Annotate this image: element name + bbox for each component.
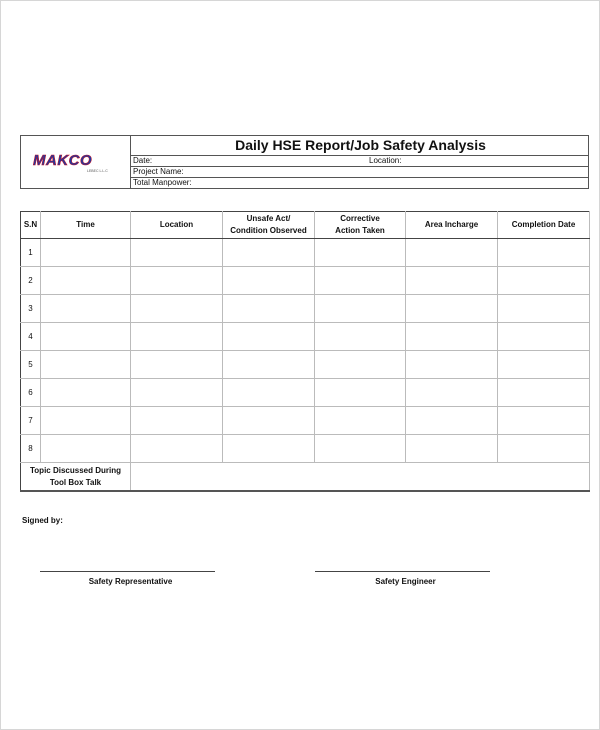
table-cell[interactable] bbox=[223, 239, 315, 267]
col-unsafe-act: Unsafe Act/ Condition Observed bbox=[223, 212, 315, 239]
signature-line-left[interactable] bbox=[40, 571, 215, 572]
table-cell[interactable] bbox=[498, 407, 590, 435]
table-cell[interactable] bbox=[223, 323, 315, 351]
report-title: Daily HSE Report/Job Safety Analysis bbox=[131, 136, 588, 156]
table-cell[interactable] bbox=[223, 435, 315, 463]
table-row bbox=[21, 323, 590, 351]
table-cell[interactable] bbox=[131, 435, 223, 463]
table-cell[interactable] bbox=[131, 239, 223, 267]
col-location: Location bbox=[131, 212, 223, 239]
table-row bbox=[21, 379, 590, 407]
table-cell[interactable] bbox=[315, 407, 406, 435]
table-cell[interactable] bbox=[406, 239, 498, 267]
signed-by-label: Signed by: bbox=[22, 516, 63, 525]
table-cell[interactable] bbox=[315, 435, 406, 463]
table-cell[interactable] bbox=[498, 435, 590, 463]
table-cell[interactable] bbox=[315, 379, 406, 407]
safety-representative-label: Safety Representative bbox=[88, 577, 173, 586]
table-cell[interactable] bbox=[498, 323, 590, 351]
project-row bbox=[131, 167, 588, 178]
project-label: Project Name: bbox=[133, 167, 184, 176]
svg-text:MAKCO: MAKCO bbox=[33, 152, 93, 169]
table-cell[interactable] bbox=[406, 267, 498, 295]
report-header bbox=[20, 135, 589, 189]
row-number: 5 bbox=[21, 351, 41, 379]
table-cell[interactable] bbox=[41, 435, 131, 463]
col-completion-date: Completion Date bbox=[498, 212, 590, 239]
table-cell[interactable] bbox=[131, 351, 223, 379]
table-cell[interactable] bbox=[41, 379, 131, 407]
table-row bbox=[21, 239, 590, 267]
table-cell[interactable] bbox=[41, 323, 131, 351]
table-cell[interactable] bbox=[131, 323, 223, 351]
table-cell[interactable] bbox=[131, 295, 223, 323]
location-label: Location: bbox=[369, 156, 402, 165]
table-header-row bbox=[21, 212, 590, 239]
table-row bbox=[21, 407, 590, 435]
table-cell[interactable] bbox=[41, 407, 131, 435]
table-cell[interactable] bbox=[406, 295, 498, 323]
table-cell[interactable] bbox=[498, 351, 590, 379]
row-number: 1 bbox=[21, 239, 41, 267]
table-cell[interactable] bbox=[315, 239, 406, 267]
table-cell[interactable] bbox=[406, 323, 498, 351]
manpower-row bbox=[131, 178, 588, 189]
table-row bbox=[21, 351, 590, 379]
row-number: 7 bbox=[21, 407, 41, 435]
table-cell[interactable] bbox=[131, 267, 223, 295]
table-row bbox=[21, 295, 590, 323]
table-cell[interactable] bbox=[406, 435, 498, 463]
date-row bbox=[131, 156, 588, 167]
table-cell[interactable] bbox=[223, 379, 315, 407]
table-cell[interactable] bbox=[406, 379, 498, 407]
table-cell[interactable] bbox=[223, 407, 315, 435]
safety-table bbox=[20, 211, 590, 492]
date-label: Date: bbox=[133, 156, 153, 165]
table-cell[interactable] bbox=[406, 351, 498, 379]
table-cell[interactable] bbox=[131, 407, 223, 435]
table-cell[interactable] bbox=[223, 295, 315, 323]
row-number: 6 bbox=[21, 379, 41, 407]
table-cell[interactable] bbox=[315, 351, 406, 379]
table-cell[interactable] bbox=[406, 407, 498, 435]
table-cell[interactable] bbox=[223, 351, 315, 379]
table-cell[interactable] bbox=[41, 239, 131, 267]
col-area-incharge: Area Incharge bbox=[406, 212, 498, 239]
table-cell[interactable] bbox=[498, 379, 590, 407]
col-time: Time bbox=[41, 212, 131, 239]
row-number: 8 bbox=[21, 435, 41, 463]
table-row bbox=[21, 267, 590, 295]
manpower-label: Total Manpower: bbox=[133, 178, 192, 187]
table-cell[interactable] bbox=[498, 295, 590, 323]
table-cell[interactable] bbox=[315, 323, 406, 351]
col-corrective-action: Corrective Action Taken bbox=[315, 212, 406, 239]
row-number: 4 bbox=[21, 323, 41, 351]
row-number: 2 bbox=[21, 267, 41, 295]
svg-text:LEBEC L.L.C: LEBEC L.L.C bbox=[87, 169, 108, 173]
table-row bbox=[21, 435, 590, 463]
table-cell[interactable] bbox=[315, 267, 406, 295]
table-cell[interactable] bbox=[315, 295, 406, 323]
topic-input[interactable] bbox=[131, 463, 590, 492]
signature-line-right[interactable] bbox=[315, 571, 490, 572]
topic-label: Topic Discussed During Tool Box Talk bbox=[21, 463, 131, 492]
company-logo bbox=[21, 136, 131, 188]
safety-engineer-label: Safety Engineer bbox=[375, 577, 436, 586]
logo-cell bbox=[21, 136, 131, 188]
table-cell[interactable] bbox=[41, 267, 131, 295]
table-cell[interactable] bbox=[131, 379, 223, 407]
topic-row bbox=[21, 463, 590, 492]
table-cell[interactable] bbox=[41, 351, 131, 379]
row-number: 3 bbox=[21, 295, 41, 323]
table-cell[interactable] bbox=[498, 239, 590, 267]
table-cell[interactable] bbox=[41, 295, 131, 323]
table-cell[interactable] bbox=[498, 267, 590, 295]
col-sn: S.N bbox=[21, 212, 41, 239]
table-cell[interactable] bbox=[223, 267, 315, 295]
